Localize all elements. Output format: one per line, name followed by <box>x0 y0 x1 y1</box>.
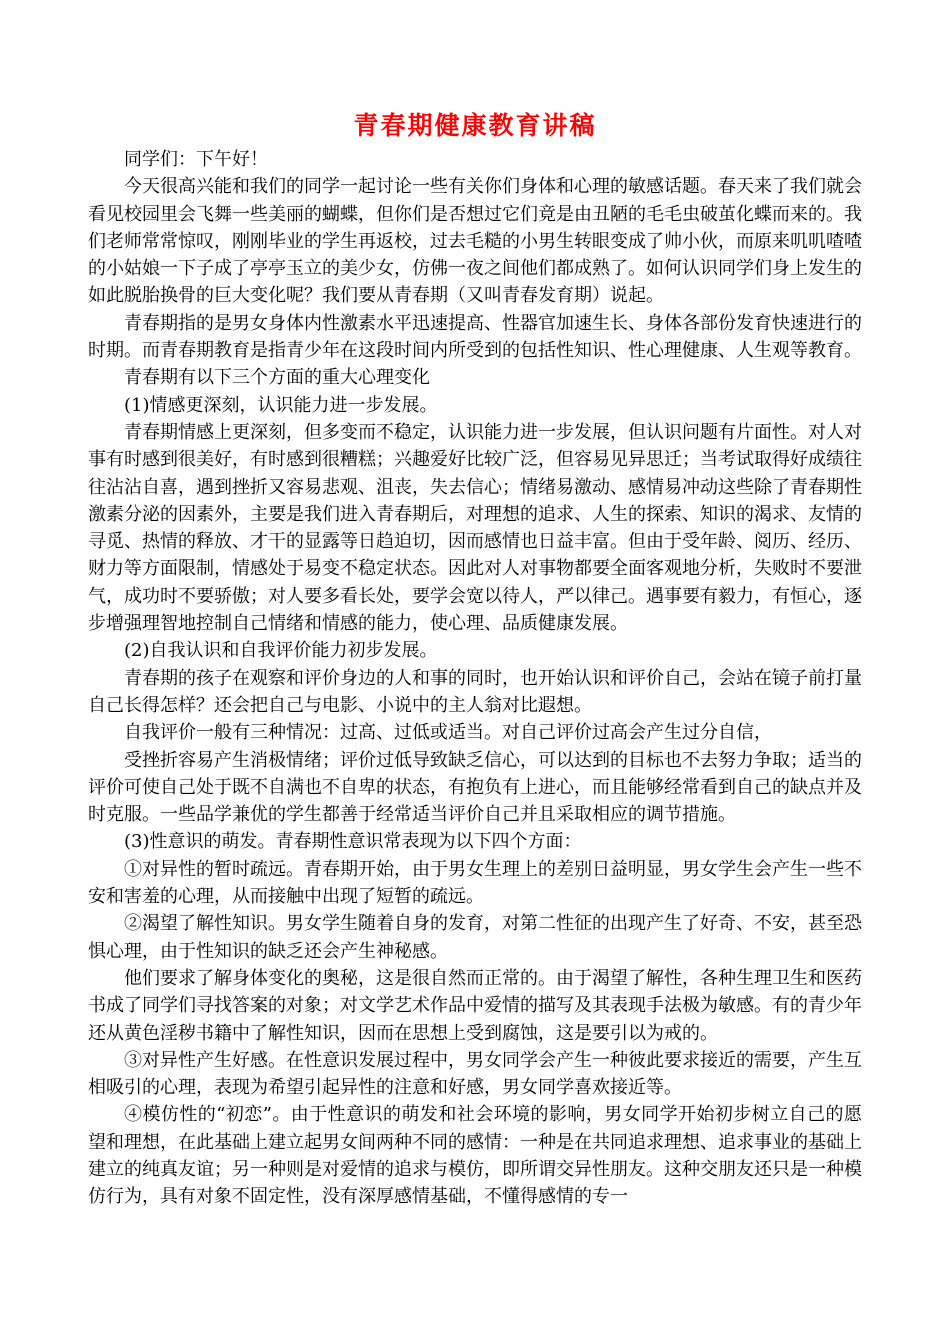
paragraph-intro: 今天很高兴能和我们的同学一起讨论一些有关你们身体和心理的敏感话题。春天来了我们就会看见校园里会飞舞一些美丽的蝴蝶，但你们是否想过它们竟是由丑陋的毛毛虫破茧化蝶而来的。我们老师常常惊叹，刚刚毕业的学生再返校，过去毛糙的小男生转眼变成了帅小伙，而原来叽叽喳喳的小姑娘一下子成了亭亭玉立的美少女，仿佛一夜之间他们都成熟了。如何认识同学们身上发生的如此脱胎换骨的巨大变化呢？我们要从青春期（又叫青春发育期）说起。 <box>88 176 862 307</box>
paragraph-greeting: 同学们：下午好！ <box>124 149 268 170</box>
paragraph-emotion: 青春期情感上更深刻，但多变而不稳定，认识能力进一步发展，但认识问题有片面性。对人对事有时感到很美好，有时感到很糟糕；兴趣爱好比较广泛，但容易见异思迁；当考试取得好成绩往往沾沾自喜，遇到挫折又容易悲观、沮丧，失去信心；情绪易激动、感情易冲动这些除了青春期性激素分泌的因素外，主要是我们进入青春期后，对理想的追求、人生的探索、知识的渴求、友情的寻觅、热情的释放、才干的显露等日趋迫切，因而感情也日益丰富。但由于受年龄、阅历、经历、财力等方面限制，情感处于易变不稳定状态。因此对人对事物都要全面客观地分析，失败时不要泄气，成功时不要骄傲；对人要多看长处，要学会宽以待人，严以律己。遇事要有毅力，有恒心，逐步增强理智地控制自己情绪和情感的能力，使心理、品质健康发展。 <box>88 421 862 635</box>
heading-emotion: (1)情感更深刻，认识能力进一步发展。 <box>124 394 438 416</box>
paragraph-curiosity: 他们要求了解身体变化的奥秘，这是很自然而正常的。由于渴望了解性，各种生理卫生和医药书成了同学们寻找答案的对象；对文学艺术作品中爱情的描写及其表现手法极为敏感。有的青少年还从黄色淫秽书籍中了解性知识，因而在思想上受到腐蚀，这是要引以为戒的。 <box>88 967 862 1044</box>
paragraph-definition: 青春期指的是男女身体内性激素水平迅速提高、性器官加速生长、身体各部份发育快速进行的时期。而青春期教育是指青少年在这段时间内所受到的包括性知识、性心理健康、人生观等教育。 <box>88 312 862 362</box>
paragraph-three-changes: 青春期有以下三个方面的重大心理变化 <box>124 367 430 389</box>
paragraph-self-evaluation-cont: 受挫折容易产生消极情绪；评价过低导致缺乏信心，可以达到的目标也不去努力争取；适当的评价可使自己处于既不自满也不自卑的状态，有抱负有上进心，而且能够经常看到自己的缺点并及时克服。一些品学兼优的学生都善于经常适当评价自己并且采取相应的调节措施。 <box>88 749 862 826</box>
heading-self-awareness: (2)自我认识和自我评价能力初步发展。 <box>124 640 438 662</box>
document-body <box>88 146 862 1211</box>
document-title: 青春期健康教育讲稿 <box>353 111 597 140</box>
list-item-2: ②渴望了解性知识。男女学生随着自身的发育，对第二性征的出现产生了好奇、不安，甚至恐惧心理，由于性知识的缺乏还会产生神秘感。 <box>88 913 862 962</box>
paragraph-self-observation: 青春期的孩子在观察和评价身边的人和事的同时，也开始认识和评价自己，会站在镜子前打量自己长得怎样？还会把自己与电影、小说中的主人翁对比遐想。 <box>88 667 862 716</box>
list-item-4: ④模仿性的“初恋”。由于性意识的萌发和社会环境的影响，男女同学开始初步树立自己的愿望和理想，在此基础上建立起男女间两种不同的感情：一种是在共同追求理想、追求事业的基础上建立的纯真友谊；另一种则是对爱情的追求与模仿，即所谓交异性朋友。这种交朋友还只是一种模仿行为，具有对象不固定性，没有深厚感情基础，不懂得感情的专一 <box>88 1104 862 1208</box>
list-item-1: ①对异性的暂时疏远。青春期开始，由于男女生理上的差别日益明显，男女学生会产生一些不安和害羞的心理，从而接触中出现了短暂的疏远。 <box>88 858 862 908</box>
list-item-3: ③对异性产生好感。在性意识发展过程中，男女同学会产生一种彼此要求接近的需要，产生互相吸引的心理，表现为希望引起异性的注意和好感，男女同学喜欢接近等。 <box>88 1049 862 1099</box>
paragraph-self-evaluation: 自我评价一般有三种情况：过高、过低或适当。对自己评价过高会产生过分自信， <box>124 722 772 744</box>
heading-sexual-awareness: (3)性意识的萌发。青春期性意识常表现为以下四个方面： <box>124 831 582 853</box>
